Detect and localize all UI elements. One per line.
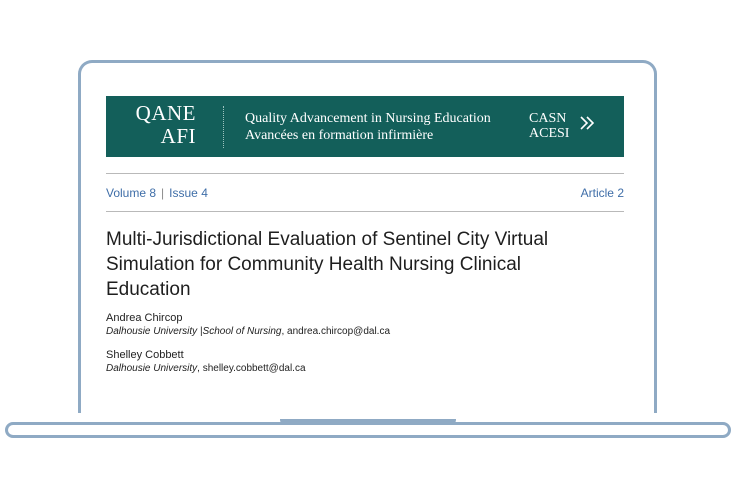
issue-rule-top: [106, 173, 624, 174]
journal-banner: [106, 96, 624, 157]
author-institution: Dalhousie University: [106, 363, 198, 374]
laptop-base: [5, 422, 731, 438]
laptop-notch: [280, 419, 456, 424]
journal-title-en: Quality Advancement in Nursing Education: [245, 111, 491, 126]
logo-line-afi: AFI: [160, 124, 196, 148]
author-email: , andrea.chircop@dal.ca: [281, 326, 391, 337]
issue-rule-bottom: [106, 211, 624, 212]
org-line-casn: CASN: [529, 111, 567, 126]
author-email: , shelley.cobbett@dal.ca: [197, 363, 306, 374]
org-line-acesi: ACESI: [529, 126, 570, 141]
issue-separator: |: [161, 186, 165, 200]
journal-title: [245, 110, 491, 144]
logo-line-qane: QANE: [135, 101, 196, 125]
journal-title-fr: Avancées en formation infirmière: [245, 128, 434, 143]
author-institution: Dalhousie University |School of Nursing: [106, 326, 282, 337]
author-name[interactable]: Andrea Chircop: [106, 312, 183, 324]
author-entry: [106, 348, 306, 376]
article-number: Article 2: [580, 186, 624, 200]
double-chevron-right-icon: [579, 114, 595, 132]
issue-link[interactable]: Issue 4: [169, 186, 208, 200]
journal-logo[interactable]: [122, 102, 196, 148]
org-logo[interactable]: [529, 111, 569, 141]
volume-link[interactable]: Volume 8: [106, 186, 157, 200]
issue-meta: [106, 186, 208, 200]
banner-divider: [223, 106, 224, 148]
author-name[interactable]: Shelley Cobbett: [106, 349, 184, 361]
paper-title: Multi-Jurisdictional Evaluation of Sentinel City Virtual Simulation for Community Health Nursing Clinical Education: [106, 229, 549, 300]
author-affiliation: [106, 362, 306, 376]
author-entry: [106, 311, 390, 339]
author-affiliation: [106, 325, 390, 339]
